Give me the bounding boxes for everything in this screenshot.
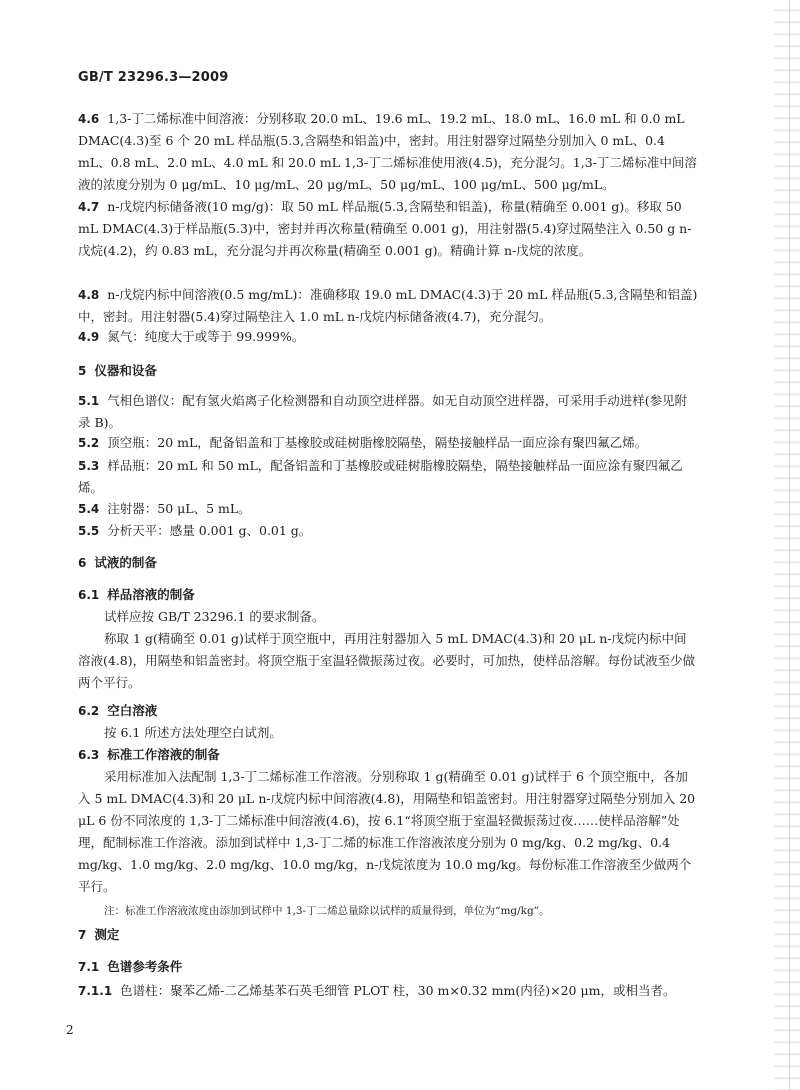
clause-text: 样品瓶：20 mL 和 50 mL，配备铝盖和丁基橡胶或硅树脂橡胶隔垫，隔垫接触样品一面应涂有聚四氟乙烯。 [78, 458, 683, 495]
clause-number: 5.3 [78, 459, 100, 473]
clause-title: 样品溶液的制备 [107, 587, 195, 602]
clause-number: 6.3 [78, 748, 100, 762]
clause-5-3 [78, 455, 698, 499]
clause-5-2 [78, 432, 698, 454]
clause-number: 6.2 [78, 704, 100, 718]
paragraph: 称取 1 g(精确至 0.01 g)试样于顶空瓶中，再用注射器加入 5 mL DMAC(4.3)和 20 μL n-戊烷内标中间溶液(4.8)，用隔垫和铝盖密封。将顶空瓶于室温轻微振荡过夜。必要时，可加热，使样品溶解。每份试液至少做两个平行。 [78, 631, 696, 690]
clause-text: 顶空瓶：20 mL，配备铝盖和丁基橡胶或硅树脂橡胶隔垫，隔垫接触样品一面应涂有聚四氟乙烯。 [107, 435, 648, 450]
clause-text: 氮气：纯度大于或等于 99.999%。 [107, 329, 305, 344]
section-number: 5 [78, 364, 87, 378]
clause-6-2 [78, 700, 698, 744]
section-7-heading [78, 924, 698, 946]
scan-edge [774, 0, 800, 1090]
clause-title: 标准工作溶液的制备 [107, 747, 220, 762]
clause-number: 5.2 [78, 436, 100, 450]
clause-4-6 [78, 108, 698, 196]
paragraph: 按 6.1 所述方法处理空白试剂。 [104, 725, 282, 740]
clause-6-1 [78, 584, 698, 694]
section-6-heading [78, 552, 698, 574]
clause-text: n-戊烷内标储备液(10 mg/g)：取 50 mL 样品瓶(5.3,含隔垫和铝盖)，称量(精确至 0.001 g)。移取 50 mL DMAC(4.3)于样品瓶(5.3)中，密封并再次称量(精确至 0.001 g)，用注射器(5.4)穿过隔垫注入 0.50 g n-戊烷(4.2)，约 0.83 mL，充分混匀并再次称量(精确至 0.001 g)。精确计算 n-戊烷的浓度。 [78, 199, 692, 258]
section-title: 测定 [94, 927, 120, 942]
section-title: 仪器和设备 [94, 363, 157, 378]
section-5-heading [78, 360, 698, 382]
clause-number: 4.6 [78, 112, 100, 126]
clause-number: 4.8 [78, 288, 100, 302]
clause-number: 4.9 [78, 330, 100, 344]
clause-number: 5.5 [78, 524, 100, 538]
section-number: 6 [78, 556, 87, 570]
clause-text: 1,3-丁二烯标准中间溶液：分别移取 20.0 mL、19.6 mL、19.2 mL、18.0 mL、16.0 mL 和 0.0 mL DMAC(4.3)至 6 个 20 mL 样品瓶(5.3,含隔垫和铝盖)中，密封。用注射器穿过隔垫分别加入 0 mL、0.4 mL、0.8 mL、2.0 mL、4.0 mL 和 20.0 mL 1,3-丁二烯标准使用液(4.5)，充分混匀。1,3-丁二烯标准中间溶液的浓度分别为 0 μg/mL、10 μg/mL、20 μg/mL、50 μg/mL、100 μg/mL、500 μg/mL。 [78, 111, 697, 192]
clause-text: 气相色谱仪：配有氢火焰离子化检测器和自动顶空进样器。如无自动顶空进样器，可采用手动进样(参见附录 B)。 [78, 393, 688, 430]
clause-number: 7.1 [78, 960, 100, 974]
clause-number: 7.1.1 [78, 984, 113, 998]
paragraph: 采用标准加入法配制 1,3-丁二烯标准工作溶液。分别称取 1 g(精确至 0.01 g)试样于 6 个顶空瓶中，各加入 5 mL DMAC(4.3)和 20 μL n-戊烷内标中间溶液(4.8)，用隔垫和铝盖密封。用注射器穿过隔垫分别加入 20 μL 6 份不同浓度的 1,3-丁二烯标准中间溶液(4.6)，按 6.1“将顶空瓶于室温轻微振荡过夜……使样品溶解”处理，配制标准工作溶液。添加到试样中 1,3-丁二烯的标准工作溶液浓度分别为 0 mg/kg、0.2 mg/kg、0.4 mg/kg、1.0 mg/kg、2.0 mg/kg、10.0 mg/kg，n-戊烷浓度为 10.0 mg/kg。每份标准工作溶液至少做两个平行。 [78, 769, 696, 894]
clause-number: 5.4 [78, 502, 100, 516]
paragraph: 试样应按 GB/T 23296.1 的要求制备。 [104, 609, 325, 624]
clause-text: n-戊烷内标中间溶液(0.5 mg/mL)：准确移取 19.0 mL DMAC(4.3)于 20 mL 样品瓶(5.3,含隔垫和铝盖)中，密封。用注射器(5.4)穿过隔垫注入 1.0 mL n-戊烷内标储备液(4.7)，充分混匀。 [78, 287, 698, 324]
clause-4-7 [78, 196, 698, 262]
section-number: 7 [78, 928, 87, 942]
clause-5-1 [78, 390, 698, 434]
clause-5-4 [78, 498, 698, 520]
clause-7-1 [78, 956, 698, 978]
clause-number: 6.1 [78, 588, 100, 602]
note: 注：标准工作溶液浓度由添加到试样中 1,3-丁二烯总量除以试样的质量得到，单位为“mg/kg”。 [104, 905, 550, 917]
clause-text: 注射器：50 μL、5 mL。 [107, 501, 251, 516]
clause-4-9 [78, 326, 698, 348]
clause-4-8 [78, 284, 698, 328]
clause-number: 4.7 [78, 200, 100, 214]
clause-title: 色谱参考条件 [107, 959, 183, 974]
clause-text: 色谱柱：聚苯乙烯-二乙烯基苯石英毛细管 PLOT 柱，30 m×0.32 mm(内径)×20 μm，或相当者。 [120, 983, 676, 998]
standard-number: GB/T 23296.3—2009 [78, 70, 229, 85]
scan-edge-line [789, 0, 790, 1090]
clause-5-5 [78, 520, 698, 542]
clause-6-3 [78, 744, 698, 920]
clause-text: 分析天平：感量 0.001 g、0.01 g。 [107, 523, 312, 538]
page-number: 2 [66, 1023, 74, 1037]
clause-title: 空白溶液 [107, 703, 158, 718]
section-title: 试液的制备 [94, 555, 157, 570]
clause-number: 5.1 [78, 394, 100, 408]
clause-7-1-1 [78, 980, 698, 1002]
